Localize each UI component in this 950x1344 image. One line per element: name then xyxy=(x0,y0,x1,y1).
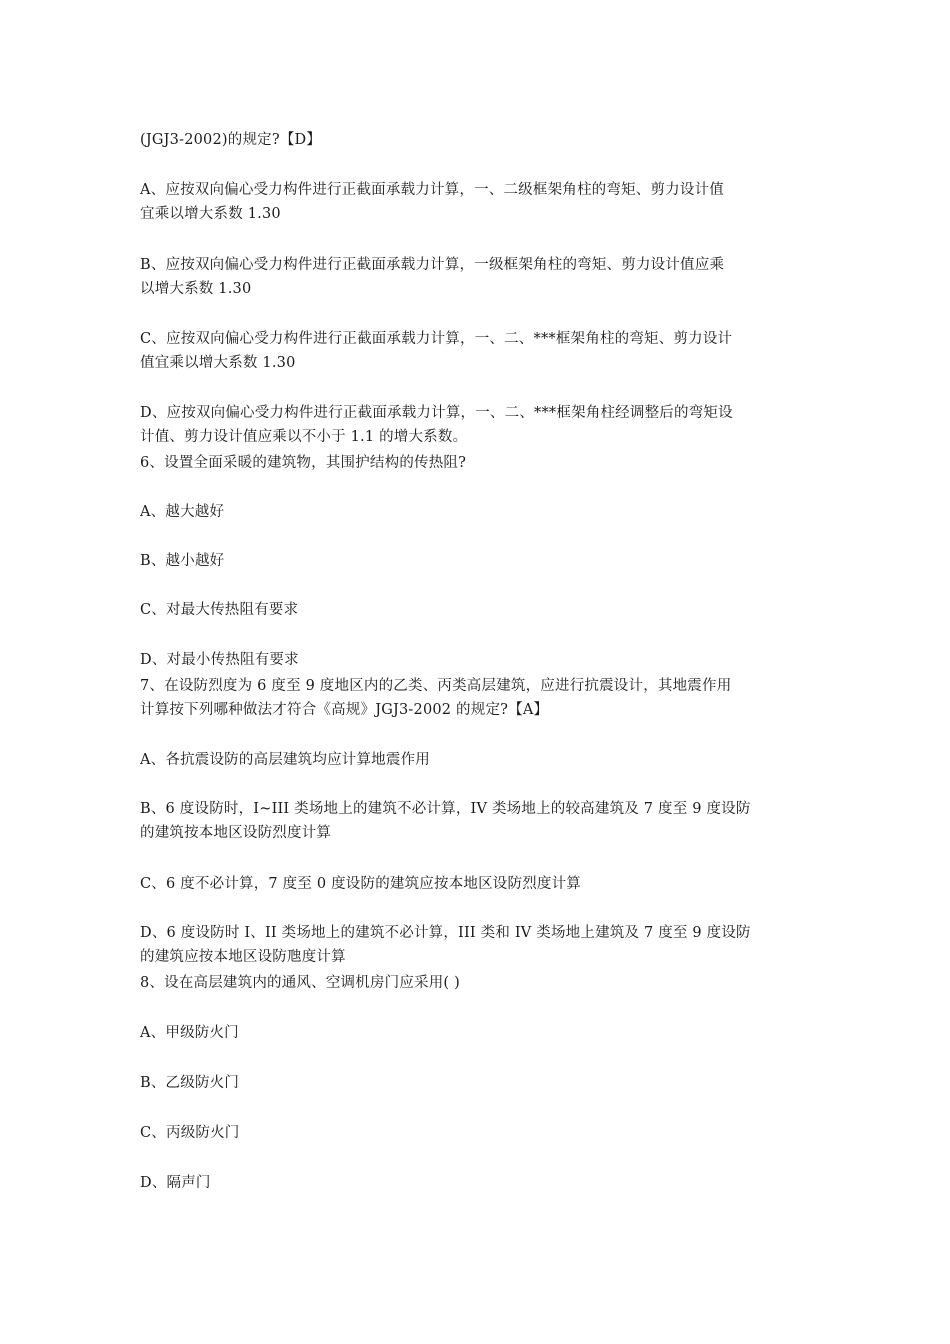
q7-option-d-line-1: D、6 度设防时 I、II 类场地上的建筑不必计算，III 类和 IV 类场地上建筑及 7 度至 9 度设防 xyxy=(140,925,751,941)
text-line: (JGJ3-2002)的规定?【D】 xyxy=(140,132,322,148)
q7-option-c: C、6 度不必计算，7 度至 0 度设防的建筑应按本地区设防烈度计算 xyxy=(140,876,582,892)
option-c-line-2: 值宜乘以增大系数 1.30 xyxy=(140,355,296,371)
q6-option-b: B、越小越好 xyxy=(140,553,225,569)
q6-option-a: A、越大越好 xyxy=(140,504,225,520)
option-d-line-2: 计值、剪力设计值应乘以不小于 1.1 的增大系数。 xyxy=(140,429,468,445)
question-6: 6、设置全面采暖的建筑物，其围护结构的传热阻? xyxy=(140,455,467,471)
q8-option-d: D、隔声门 xyxy=(140,1175,211,1191)
q8-option-a: A、甲级防火门 xyxy=(140,1025,239,1041)
option-b-line-2: 以增大系数 1.30 xyxy=(140,281,252,297)
option-b-line-1: B、应按双向偏心受力构件进行正截面承载力计算，一级框架角柱的弯矩、剪力设计值应乘 xyxy=(140,257,725,273)
q8-option-c: C、丙级防火门 xyxy=(140,1125,240,1141)
q7-option-d-line-2: 的建筑应按本地区设防虺度计算 xyxy=(140,949,346,965)
q8-option-b: B、乙级防火门 xyxy=(140,1075,240,1091)
q6-option-c: C、对最大传热阻有要求 xyxy=(140,602,299,618)
question-7-line-2: 计算按下列哪种做法才符合《高规》JGJ3-2002 的规定?【A】 xyxy=(140,702,549,718)
option-c-line-1: C、应按双向偏心受力构件进行正截面承载力计算，一、二、***框架角柱的弯矩、剪力设计 xyxy=(140,331,733,347)
q7-option-b-line-1: B、6 度设防时，I~III 类场地上的建筑不必计算，IV 类场地上的较高建筑及 7 度至 9 度设防 xyxy=(140,801,751,817)
q6-option-d: D、对最小传热阻有要求 xyxy=(140,652,299,668)
question-7-line-1: 7、在设防烈度为 6 度至 9 度地区内的乙类、丙类高层建筑，应进行抗震设计，其地震作用 xyxy=(140,678,732,694)
q7-option-b-line-2: 的建筑按本地区设防烈度计算 xyxy=(140,825,332,841)
option-a-line-1: A、应按双向偏心受力构件进行正截面承载力计算，一、二级框架角柱的弯矩、剪力设计值 xyxy=(140,182,724,198)
question-8: 8、设在高层建筑内的通风、空调机房门应采用( ) xyxy=(140,975,460,991)
option-a-line-2: 宜乘以增大系数 1.30 xyxy=(140,206,281,222)
option-d-line-1: D、应按双向偏心受力构件进行正截面承载力计算，一、二、***框架角柱经调整后的弯矩设 xyxy=(140,405,733,421)
q7-option-a: A、各抗震设防的高层建筑均应计算地震作用 xyxy=(140,752,430,768)
